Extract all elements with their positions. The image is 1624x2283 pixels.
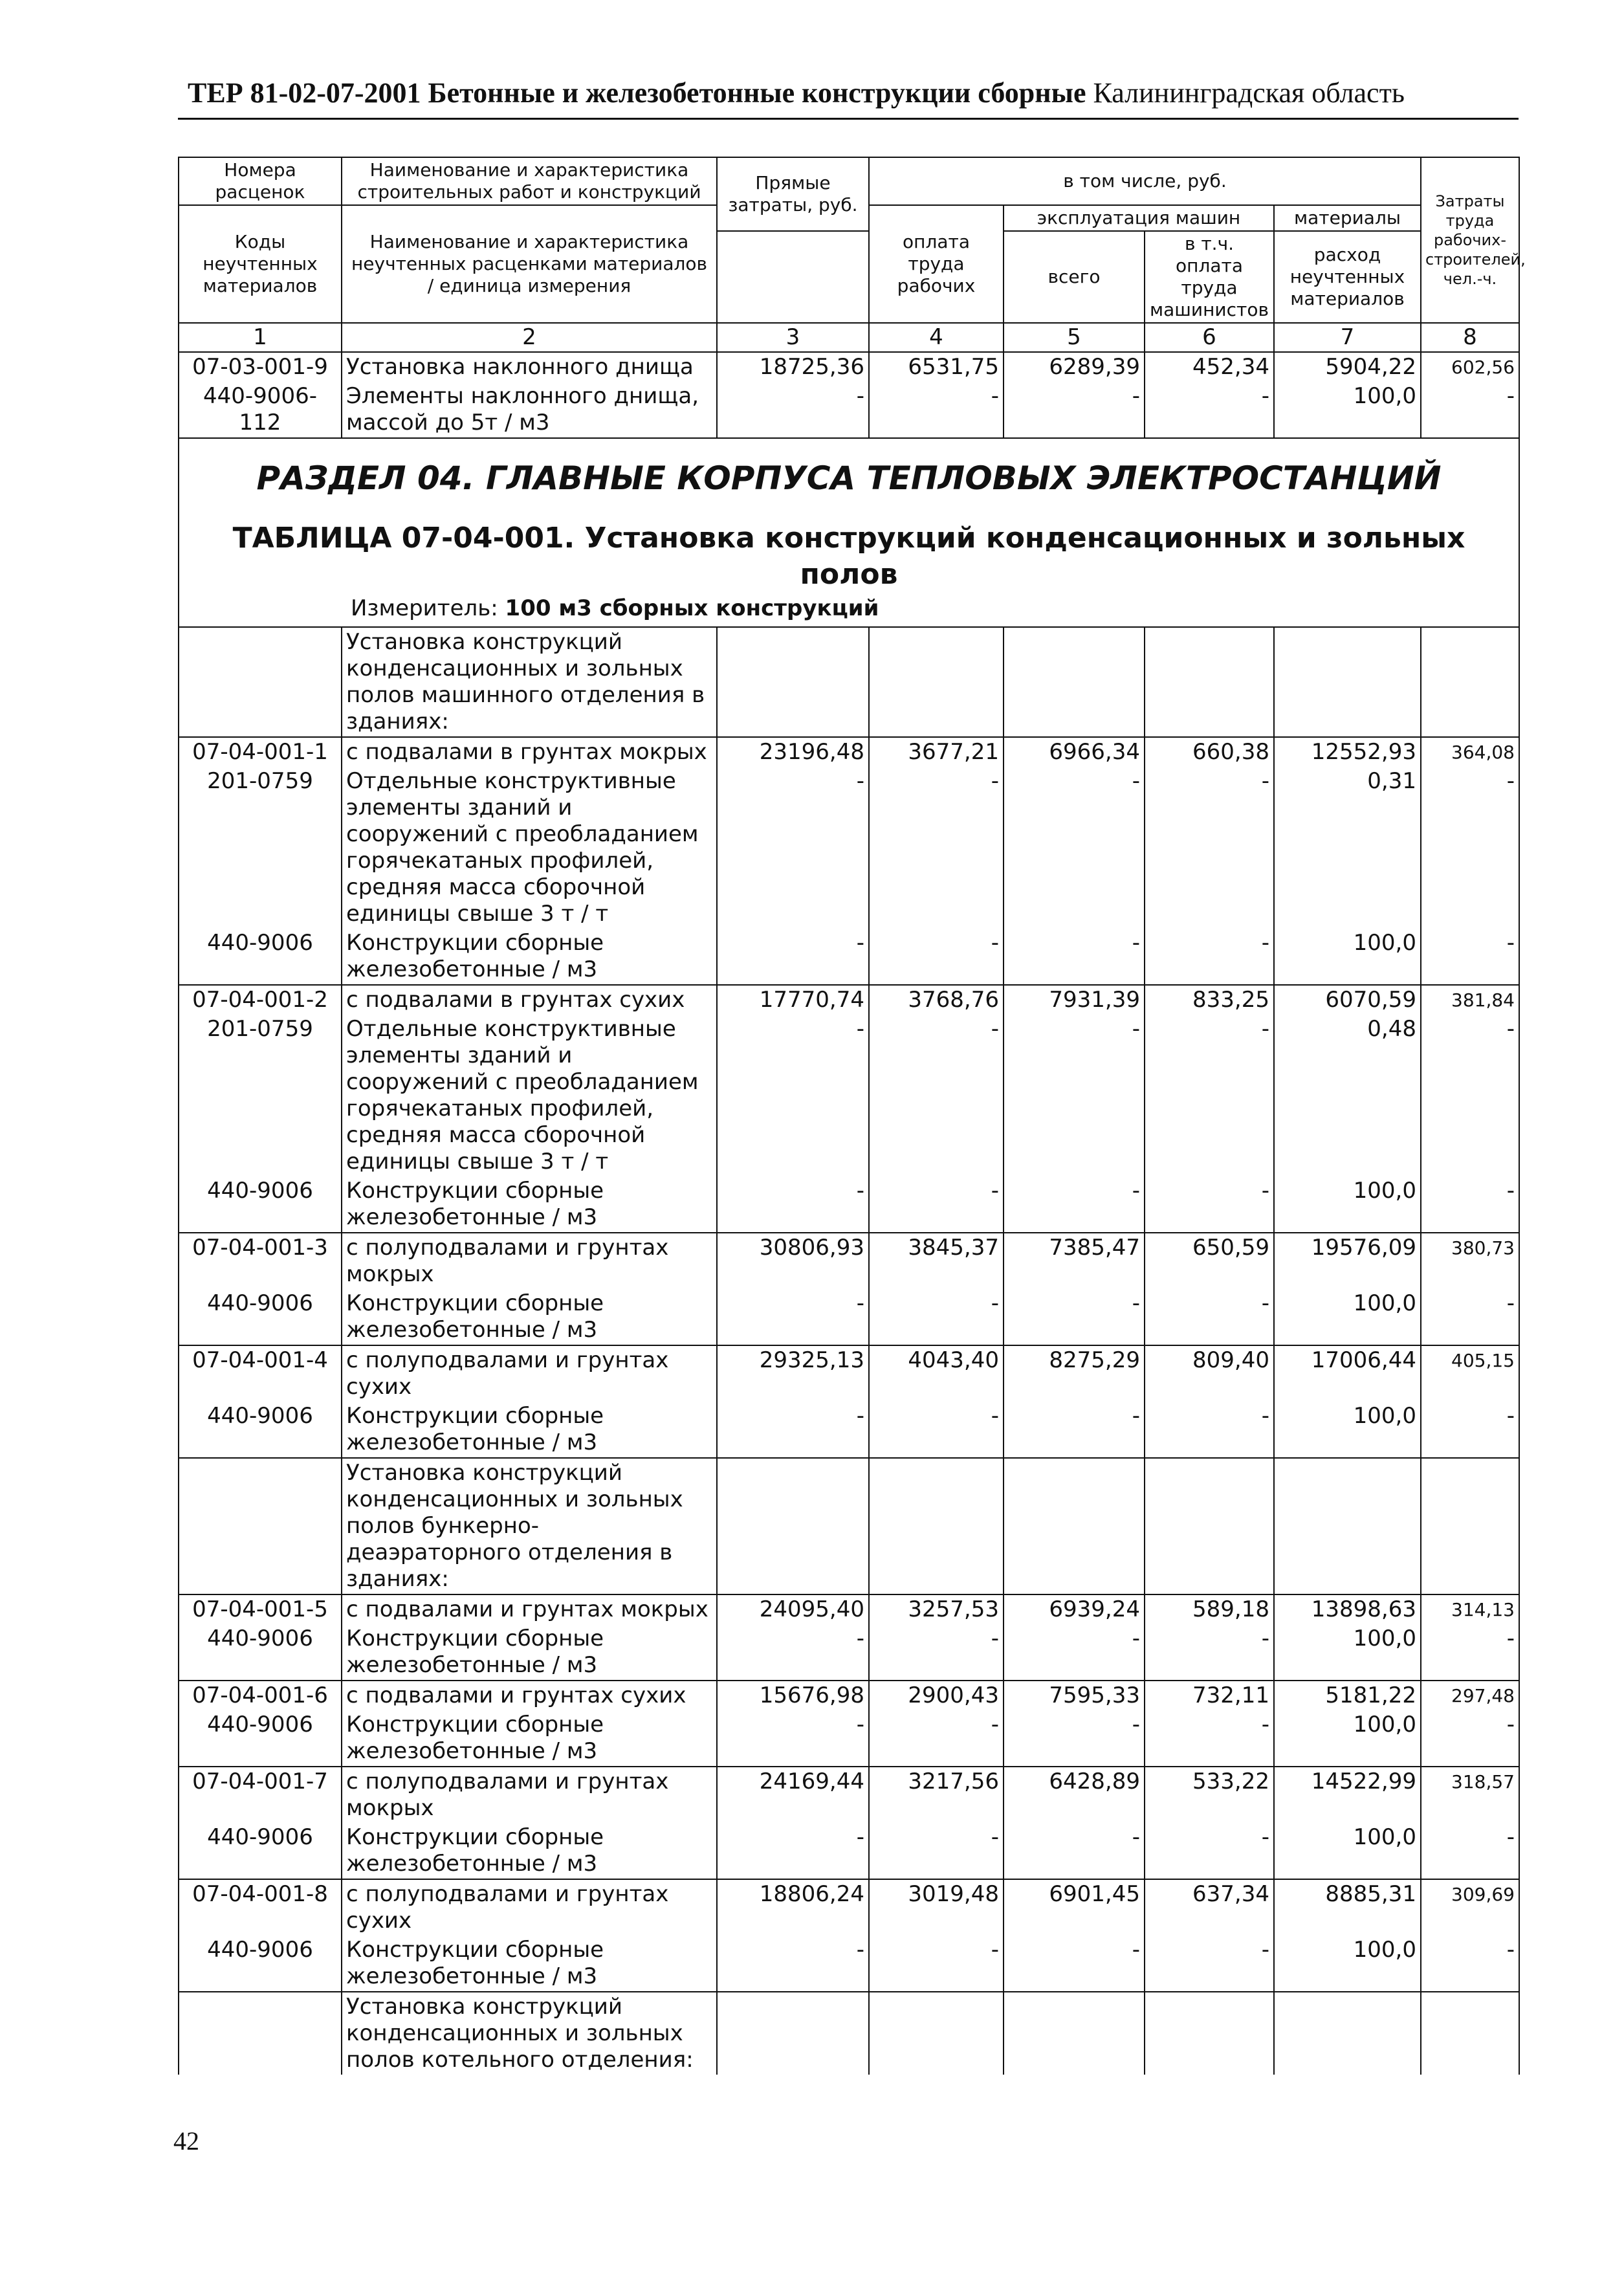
labor-costs: 318,57 xyxy=(1421,1767,1519,1823)
work-name: с полуподвалами и грунтах сухих xyxy=(342,1879,717,1936)
group-heading-row xyxy=(179,627,1519,737)
materials-cost: 100,0 xyxy=(1274,1823,1421,1879)
work-name: Установка наклонного днища xyxy=(342,352,717,382)
machines-total: 6428,89 xyxy=(1004,1767,1145,1823)
empty-cell xyxy=(1004,627,1145,737)
col-machinists-pay-header: в т.ч. оплата труда машинистов xyxy=(1145,231,1274,323)
col-direct-costs-header: Прямые затраты, руб. xyxy=(717,157,869,231)
empty-cell xyxy=(869,627,1004,737)
table-body-top xyxy=(179,352,1519,627)
labor-pay: - xyxy=(869,382,1004,438)
empty-cell xyxy=(1421,1458,1519,1594)
direct-costs: - xyxy=(717,1710,869,1767)
meter-value: 100 м3 сборных конструкций xyxy=(505,595,879,621)
rate-row xyxy=(179,737,1519,767)
table-body-groups xyxy=(179,627,1519,2075)
material-code: 440-9006 xyxy=(179,929,342,985)
empty-cell xyxy=(717,1458,869,1594)
work-name: с подвалами в грунтах сухих xyxy=(342,985,717,1015)
empty-cell xyxy=(1145,1458,1274,1594)
empty-cell xyxy=(717,1992,869,2075)
rate-row xyxy=(179,1345,1519,1402)
material-name: Конструкции сборные железобетонные / м3 xyxy=(342,1402,717,1458)
labor-costs: - xyxy=(1421,1176,1519,1233)
empty-cell xyxy=(179,627,342,737)
labor-costs: 381,84 xyxy=(1421,985,1519,1015)
header-code: ТЕР 81-02-07-2001 xyxy=(188,77,421,109)
material-row xyxy=(179,767,1519,929)
col-including-header: в том числе, руб. xyxy=(869,157,1421,205)
materials-cost: 12552,93 xyxy=(1274,737,1421,767)
rate-row xyxy=(179,985,1519,1015)
header-divider xyxy=(178,118,1519,120)
machines-total: - xyxy=(1004,1402,1145,1458)
meter-label: Измеритель: xyxy=(351,595,498,621)
material-row xyxy=(179,1710,1519,1767)
material-name: Конструкции сборные железобетонные / м3 xyxy=(342,1289,717,1345)
work-name: с подвалами и грунтах мокрых xyxy=(342,1594,717,1624)
work-name: с полуподвалами и грунтах мокрых xyxy=(342,1233,717,1289)
direct-costs: - xyxy=(717,929,869,985)
machines-total: - xyxy=(1004,1936,1145,1992)
materials-cost: 100,0 xyxy=(1274,1402,1421,1458)
labor-pay: - xyxy=(869,767,1004,929)
direct-costs: 18806,24 xyxy=(717,1879,869,1936)
machines-total: - xyxy=(1004,1176,1145,1233)
header-title: Бетонные и железобетонные конструкции сборные xyxy=(428,77,1086,109)
machinists-pay: - xyxy=(1145,1823,1274,1879)
col-machines-header: эксплуатация машин xyxy=(1004,205,1274,231)
machinists-pay: - xyxy=(1145,382,1274,438)
empty-cell xyxy=(1274,1458,1421,1594)
labor-pay: 3257,53 xyxy=(869,1594,1004,1624)
labor-pay: - xyxy=(869,1710,1004,1767)
rate-code: 07-04-001-7 xyxy=(179,1767,342,1823)
machines-total: - xyxy=(1004,1823,1145,1879)
materials-cost: 13898,63 xyxy=(1274,1594,1421,1624)
material-row xyxy=(179,1402,1519,1458)
material-code: 440-9006-112 xyxy=(179,382,342,438)
rate-code: 07-04-001-8 xyxy=(179,1879,342,1936)
direct-costs: 29325,13 xyxy=(717,1345,869,1402)
page-number: 42 xyxy=(173,2126,199,2156)
materials-cost: 100,0 xyxy=(1274,1624,1421,1681)
section-title: РАЗДЕЛ 04. ГЛАВНЫЕ КОРПУСА ТЕПЛОВЫХ ЭЛЕКТРОСТАНЦИЙ xyxy=(256,459,1442,497)
labor-costs: 602,56 xyxy=(1421,352,1519,382)
empty-cell xyxy=(1004,1458,1145,1594)
labor-costs: 309,69 xyxy=(1421,1879,1519,1936)
material-name: Конструкции сборные железобетонные / м3 xyxy=(342,1710,717,1767)
material-name: Элементы наклонного днища, массой до 5т / м3 xyxy=(342,382,717,438)
materials-cost: 100,0 xyxy=(1274,929,1421,985)
labor-pay: - xyxy=(869,929,1004,985)
direct-costs: - xyxy=(717,1624,869,1681)
machines-total: - xyxy=(1004,1624,1145,1681)
materials-cost: 0,31 xyxy=(1274,767,1421,929)
group-heading: Установка конструкций конденсационных и зольных полов машинного отделения в зданиях: xyxy=(342,627,717,737)
machinists-pay: 809,40 xyxy=(1145,1345,1274,1402)
material-name: Конструкции сборные железобетонные / м3 xyxy=(342,929,717,985)
work-name: с полуподвалами и грунтах сухих xyxy=(342,1345,717,1402)
labor-costs: 314,13 xyxy=(1421,1594,1519,1624)
direct-costs: 15676,98 xyxy=(717,1681,869,1710)
rate-row xyxy=(179,1879,1519,1936)
machines-total: - xyxy=(1004,929,1145,985)
col-machines-total-header: всего xyxy=(1004,231,1145,323)
group-heading: Установка конструкций конденсационных и зольных полов бункерно-деаэраторного отделения в зданиях: xyxy=(342,1458,717,1594)
labor-costs: - xyxy=(1421,382,1519,438)
labor-pay: - xyxy=(869,1936,1004,1992)
materials-cost: 100,0 xyxy=(1274,1176,1421,1233)
direct-costs: 17770,74 xyxy=(717,985,869,1015)
direct-costs: - xyxy=(717,1176,869,1233)
direct-costs: 24169,44 xyxy=(717,1767,869,1823)
col-labor-pay-header: оплата труда рабочих xyxy=(869,205,1004,323)
labor-pay: - xyxy=(869,1289,1004,1345)
rates-table xyxy=(178,157,1526,2075)
direct-costs: - xyxy=(717,1402,869,1458)
rate-code: 07-04-001-1 xyxy=(179,737,342,767)
machinists-pay: 732,11 xyxy=(1145,1681,1274,1710)
labor-pay: - xyxy=(869,1823,1004,1879)
machinists-pay: 660,38 xyxy=(1145,737,1274,767)
column-number: 8 xyxy=(1421,323,1519,352)
materials-cost: 5904,22 xyxy=(1274,352,1421,382)
empty-cell xyxy=(1421,627,1519,737)
direct-costs: 24095,40 xyxy=(717,1594,869,1624)
labor-pay: 2900,43 xyxy=(869,1681,1004,1710)
empty-cell xyxy=(179,1458,342,1594)
labor-pay: 3677,21 xyxy=(869,737,1004,767)
rate-row xyxy=(179,1233,1519,1289)
machinists-pay: - xyxy=(1145,1624,1274,1681)
direct-costs: 30806,93 xyxy=(717,1233,869,1289)
col-unaccounted-materials-header: расход неучтенных материалов xyxy=(1274,231,1421,323)
table-title: ТАБЛИЦА 07-04-001. Установка конструкций конденсационных и зольных полов xyxy=(232,522,1465,591)
labor-costs: - xyxy=(1421,1936,1519,1992)
machines-total: - xyxy=(1004,767,1145,929)
materials-cost: 100,0 xyxy=(1274,1710,1421,1767)
materials-cost: 19576,09 xyxy=(1274,1233,1421,1289)
work-name: с полуподвалами и грунтах мокрых xyxy=(342,1767,717,1823)
labor-pay: 3217,56 xyxy=(869,1767,1004,1823)
material-code: 201-0759 xyxy=(179,1015,342,1176)
direct-costs: - xyxy=(717,1936,869,1992)
machines-total: 8275,29 xyxy=(1004,1345,1145,1402)
materials-cost: 100,0 xyxy=(1274,1936,1421,1992)
labor-costs: - xyxy=(1421,1289,1519,1345)
column-number: 5 xyxy=(1004,323,1145,352)
labor-costs: - xyxy=(1421,1710,1519,1767)
column-number: 3 xyxy=(717,323,869,352)
materials-cost: 8885,31 xyxy=(1274,1879,1421,1936)
rate-row xyxy=(179,1767,1519,1823)
work-name: с подвалами и грунтах сухих xyxy=(342,1681,717,1710)
material-row xyxy=(179,1624,1519,1681)
labor-costs: - xyxy=(1421,1823,1519,1879)
column-number: 1 xyxy=(179,323,342,352)
material-row xyxy=(179,1015,1519,1176)
machinists-pay: - xyxy=(1145,1015,1274,1176)
materials-cost: 100,0 xyxy=(1274,382,1421,438)
group-heading: Установка конструкций конденсационных и зольных полов котельного отделения: xyxy=(342,1992,717,2075)
materials-cost: 100,0 xyxy=(1274,1289,1421,1345)
material-code: 440-9006 xyxy=(179,1624,342,1681)
empty-cell xyxy=(1004,1992,1145,2075)
empty-cell xyxy=(1274,1992,1421,2075)
machines-total: 6966,34 xyxy=(1004,737,1145,767)
materials-cost: 17006,44 xyxy=(1274,1345,1421,1402)
empty-cell xyxy=(1145,627,1274,737)
machinists-pay: - xyxy=(1145,1176,1274,1233)
material-row xyxy=(179,1936,1519,1992)
empty-cell xyxy=(869,1458,1004,1594)
work-name: с подвалами в грунтах мокрых xyxy=(342,737,717,767)
labor-costs: 297,48 xyxy=(1421,1681,1519,1710)
labor-costs: - xyxy=(1421,1402,1519,1458)
col-work-name-header: Наименование и характеристика строительных работ и конструкций xyxy=(342,157,717,205)
material-code: 440-9006 xyxy=(179,1823,342,1879)
col-materials-header: материалы xyxy=(1274,205,1421,231)
table-row xyxy=(179,382,1519,438)
materials-cost: 14522,99 xyxy=(1274,1767,1421,1823)
machinists-pay: 833,25 xyxy=(1145,985,1274,1015)
rate-code: 07-04-001-6 xyxy=(179,1681,342,1710)
machines-total: 6289,39 xyxy=(1004,352,1145,382)
labor-costs: - xyxy=(1421,1015,1519,1176)
column-number: 4 xyxy=(869,323,1004,352)
col-material-name-header: Наименование и характеристика неучтенных расценками материалов / единица измерения xyxy=(342,205,717,323)
material-name: Конструкции сборные железобетонные / м3 xyxy=(342,1176,717,1233)
column-number: 7 xyxy=(1274,323,1421,352)
column-numbers-row xyxy=(179,323,1519,352)
machinists-pay: - xyxy=(1145,1936,1274,1992)
empty-cell xyxy=(1421,1992,1519,2075)
machines-total: - xyxy=(1004,382,1145,438)
rate-code: 07-04-001-5 xyxy=(179,1594,342,1624)
material-code: 201-0759 xyxy=(179,767,342,929)
col-material-codes-header: Коды неучтенных материалов xyxy=(179,205,342,323)
labor-pay: - xyxy=(869,1402,1004,1458)
group-heading-row xyxy=(179,1992,1519,2075)
machines-total: - xyxy=(1004,1015,1145,1176)
column-number: 6 xyxy=(1145,323,1274,352)
header-region: Калининградская область xyxy=(1093,77,1405,109)
col-labor-costs-header: Затраты труда рабочих-строителей, чел.-ч. xyxy=(1421,157,1519,323)
machines-total: 7931,39 xyxy=(1004,985,1145,1015)
rate-row xyxy=(179,1594,1519,1624)
rate-row xyxy=(179,1681,1519,1710)
material-row xyxy=(179,1289,1519,1345)
material-row xyxy=(179,1176,1519,1233)
material-name: Отдельные конструктивные элементы зданий и сооружений с преобладанием горячекатаных профилей, средняя масса сборочной единицы свыше 3 т / т xyxy=(342,1015,717,1176)
machinists-pay: - xyxy=(1145,929,1274,985)
direct-costs: - xyxy=(717,1289,869,1345)
machines-total: 7595,33 xyxy=(1004,1681,1145,1710)
machinists-pay: 452,34 xyxy=(1145,352,1274,382)
machinists-pay: 637,34 xyxy=(1145,1879,1274,1936)
empty-cell xyxy=(1145,1992,1274,2075)
material-row xyxy=(179,1823,1519,1879)
direct-costs: - xyxy=(717,382,869,438)
column-number: 2 xyxy=(342,323,717,352)
direct-costs: - xyxy=(717,767,869,929)
material-code: 440-9006 xyxy=(179,1710,342,1767)
material-row xyxy=(179,929,1519,985)
machinists-pay: 650,59 xyxy=(1145,1233,1274,1289)
rate-code: 07-04-001-2 xyxy=(179,985,342,1015)
material-code: 440-9006 xyxy=(179,1402,342,1458)
labor-pay: 6531,75 xyxy=(869,352,1004,382)
machinists-pay: - xyxy=(1145,1402,1274,1458)
labor-costs: 405,15 xyxy=(1421,1345,1519,1402)
document-header xyxy=(188,76,1514,109)
machines-total: 6901,45 xyxy=(1004,1879,1145,1936)
labor-pay: - xyxy=(869,1176,1004,1233)
material-code: 440-9006 xyxy=(179,1289,342,1345)
direct-costs: 18725,36 xyxy=(717,352,869,382)
material-name: Отдельные конструктивные элементы зданий и сооружений с преобладанием горячекатаных профилей, средняя масса сборочной единицы свыше 3 т / т xyxy=(342,767,717,929)
machinists-pay: 533,22 xyxy=(1145,1767,1274,1823)
material-name: Конструкции сборные железобетонные / м3 xyxy=(342,1624,717,1681)
empty-cell xyxy=(869,1992,1004,2075)
machines-total: - xyxy=(1004,1710,1145,1767)
labor-costs: - xyxy=(1421,929,1519,985)
materials-cost: 0,48 xyxy=(1274,1015,1421,1176)
rate-code: 07-03-001-9 xyxy=(179,352,342,382)
material-code: 440-9006 xyxy=(179,1936,342,1992)
labor-costs: 380,73 xyxy=(1421,1233,1519,1289)
table-header xyxy=(179,157,1526,352)
direct-costs: - xyxy=(717,1823,869,1879)
materials-cost: 5181,22 xyxy=(1274,1681,1421,1710)
rate-code: 07-04-001-3 xyxy=(179,1233,342,1289)
empty-cell xyxy=(179,1992,342,2075)
labor-pay: 3768,76 xyxy=(869,985,1004,1015)
material-name: Конструкции сборные железобетонные / м3 xyxy=(342,1823,717,1879)
materials-cost: 6070,59 xyxy=(1274,985,1421,1015)
machinists-pay: - xyxy=(1145,1289,1274,1345)
machines-total: - xyxy=(1004,1289,1145,1345)
col-rate-numbers-header: Номера расценок xyxy=(179,157,342,205)
section-row xyxy=(179,438,1519,627)
machines-total: 7385,47 xyxy=(1004,1233,1145,1289)
labor-pay: - xyxy=(869,1015,1004,1176)
direct-costs: 23196,48 xyxy=(717,737,869,767)
machinists-pay: - xyxy=(1145,767,1274,929)
direct-costs: - xyxy=(717,1015,869,1176)
material-code: 440-9006 xyxy=(179,1176,342,1233)
labor-pay: - xyxy=(869,1624,1004,1681)
labor-pay: 4043,40 xyxy=(869,1345,1004,1402)
machines-total: 6939,24 xyxy=(1004,1594,1145,1624)
machinists-pay: 589,18 xyxy=(1145,1594,1274,1624)
rate-code: 07-04-001-4 xyxy=(179,1345,342,1402)
labor-costs: 364,08 xyxy=(1421,737,1519,767)
labor-pay: 3845,37 xyxy=(869,1233,1004,1289)
meter-line xyxy=(179,593,1519,626)
section-block xyxy=(179,438,1519,627)
labor-costs: - xyxy=(1421,767,1519,929)
group-heading-row xyxy=(179,1458,1519,1594)
labor-pay: 3019,48 xyxy=(869,1879,1004,1936)
machinists-pay: - xyxy=(1145,1710,1274,1767)
labor-costs: - xyxy=(1421,1624,1519,1681)
empty-cell xyxy=(717,627,869,737)
table-row xyxy=(179,352,1519,382)
material-name: Конструкции сборные железобетонные / м3 xyxy=(342,1936,717,1992)
empty-cell xyxy=(1274,627,1421,737)
